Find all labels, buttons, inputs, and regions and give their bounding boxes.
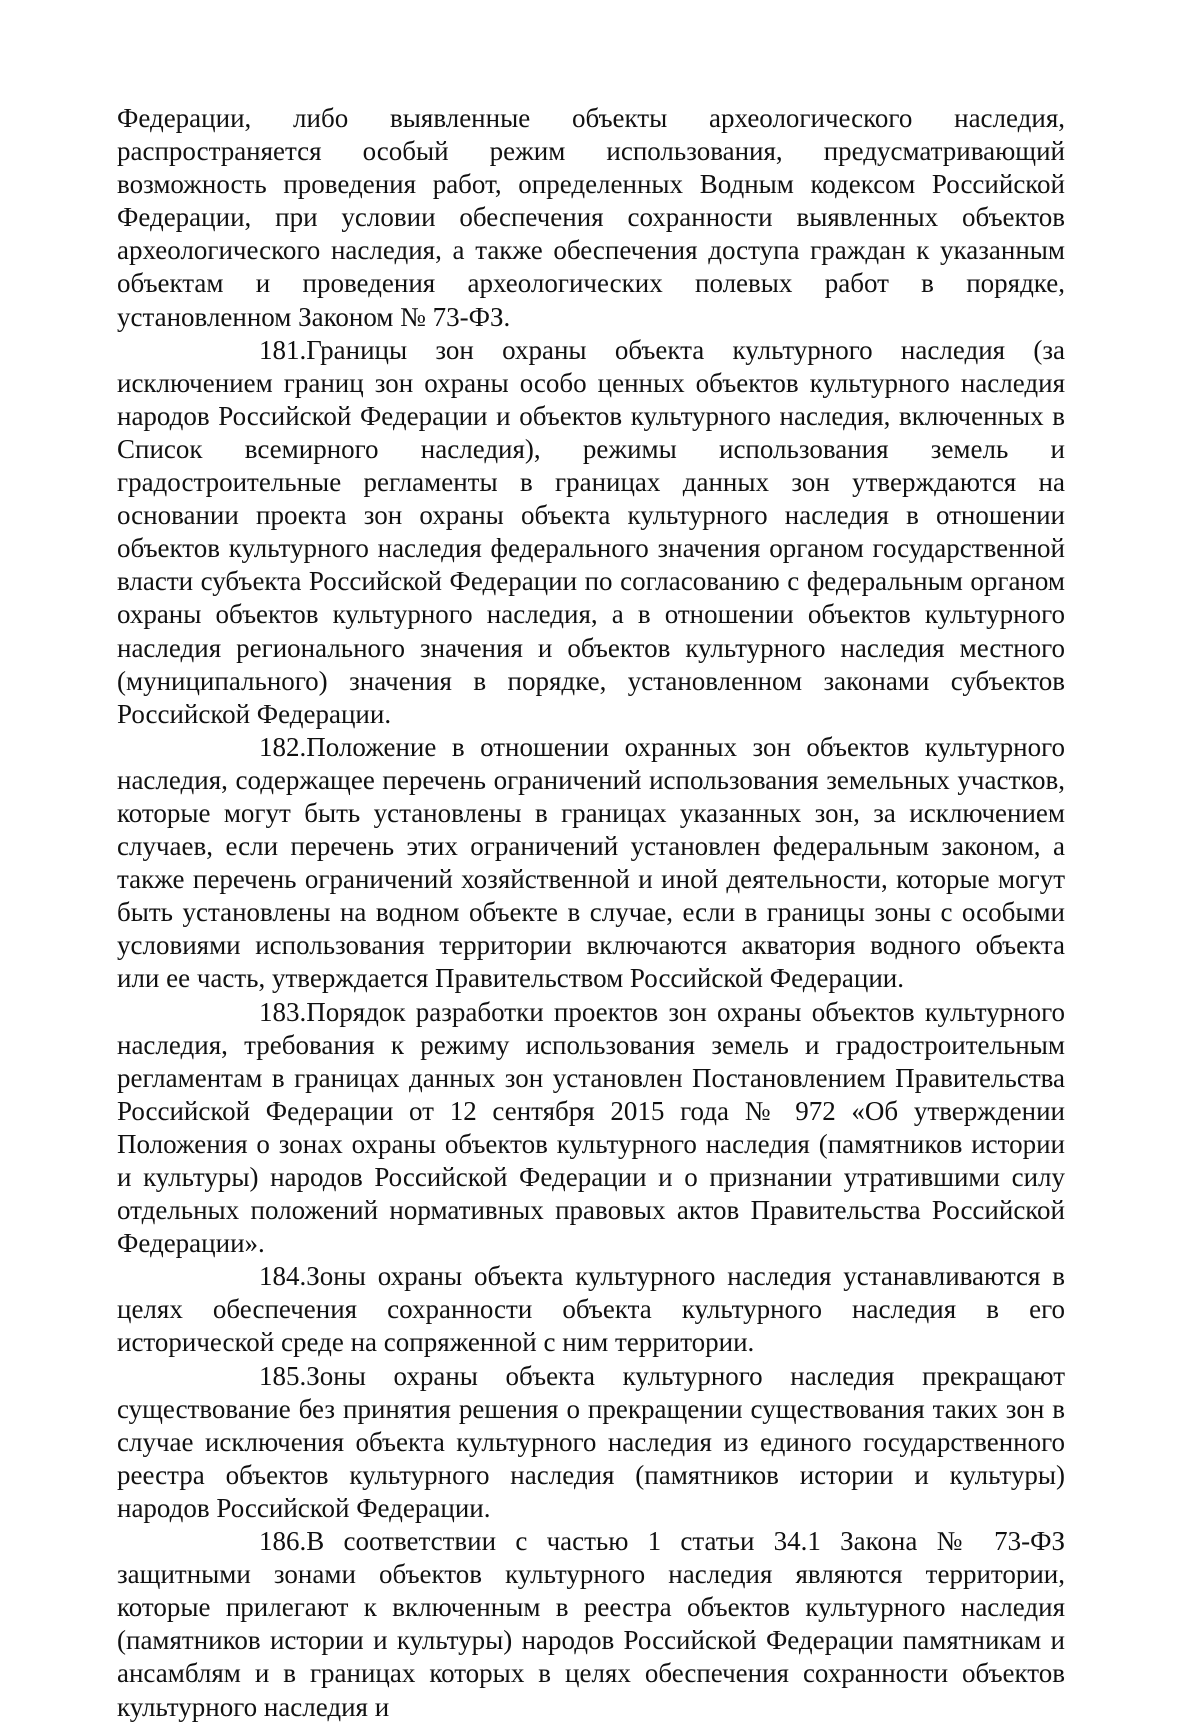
paragraph-text: Порядок разработки проектов зон охраны объектов культурного наследия, требования к режиму использования земель и градостроительным регламентам в границах данных зон установлен Постановлением Правительства Российской Федерации от 12 сентября 2015 года № 972 «Об утверждении Положения о зонах охраны объектов культурного наследия (памятников истории и культуры) народов Российской Федерации и о признании утратившими силу отдельных положений нормативных правовых актов Правительства Российской Федерации». <box>117 996 1065 1259</box>
paragraph-182 <box>117 731 1065 996</box>
document-page <box>117 102 1065 1724</box>
paragraph-184 <box>117 1260 1065 1359</box>
paragraph-number: 184. <box>259 1261 307 1292</box>
paragraph-text: Зоны охраны объекта культурного наследия прекращают существование без принятия решения о прекращении существования таких зон в случае исключения объекта культурного наследия из единого государственного реестра объектов культурного наследия (памятников истории и культуры) народов Российской Федерации. <box>117 1360 1065 1523</box>
paragraph-continuation <box>117 102 1065 334</box>
paragraph-186 <box>117 1525 1065 1724</box>
paragraph-text: Положение в отношении охранных зон объектов культурного наследия, содержащее перечень ограничений использования земельных участков, которые могут быть установлены в границах указанных зон, за исключением случаев, если перечень этих ограничений установлен федеральным законом, а также перечень ограничений хозяйственной и иной деятельности, которые могут быть установлены на водном объекте в случае, если в границы зоны с особыми условиями использования территории включаются акватория водного объекта или ее часть, утверждается Правительством Российской Федерации. <box>117 731 1065 994</box>
paragraph-text: Границы зон охраны объекта культурного наследия (за исключением границ зон охраны особо ценных объектов культурного наследия народов Российской Федерации и объектов культурного наследия, включенных в Список всемирного наследия), режимы использования земель и градостроительные регламенты в границах данных зон утверждаются на основании проекта зон охраны объекта культурного наследия в отношении объектов культурного наследия федерального значения органом государственной власти субъекта Российской Федерации по согласованию с федеральным органом охраны объектов культурного наследия, а в отношении объектов культурного наследия регионального значения и объектов культурного наследия местного (муниципального) значения в порядке, установленном законами субъектов Российской Федерации. <box>117 334 1065 729</box>
paragraph-185 <box>117 1360 1065 1525</box>
paragraph-number: 186. <box>259 1526 307 1557</box>
paragraph-text: В соответствии с частью 1 статьи 34.1 Закона № 73-ФЗ защитными зонами объектов культурного наследия являются территории, которые прилегают к включенным в реестра объектов культурного наследия (памятников истории и культуры) народов Российской Федерации памятникам и ансамблям и в границах которых в целях обеспечения сохранности объектов культурного наследия и <box>117 1526 1065 1722</box>
paragraph-text: Федерации, либо выявленные объекты археологического наследия, распространяется особый режим использования, предусматривающий возможность проведения работ, определенных Водным кодексом Российской Федерации, при условии обеспечения сохранности выявленных объектов археологического наследия, а также обеспечения доступа граждан к указанным объектам и проведения археологических полевых работ в порядке, установленном Законом № 73-ФЗ. <box>117 103 1065 332</box>
paragraph-text: Зоны охраны объекта культурного наследия устанавливаются в целях обеспечения сохранности объекта культурного наследия в его исторической среде на сопряженной с ним территории. <box>117 1261 1065 1358</box>
paragraph-number: 185. <box>259 1360 307 1391</box>
paragraph-183 <box>117 996 1065 1261</box>
paragraph-181 <box>117 334 1065 731</box>
paragraph-number: 182. <box>259 731 307 762</box>
paragraph-number: 183. <box>259 996 307 1027</box>
paragraph-number: 181. <box>259 334 307 365</box>
